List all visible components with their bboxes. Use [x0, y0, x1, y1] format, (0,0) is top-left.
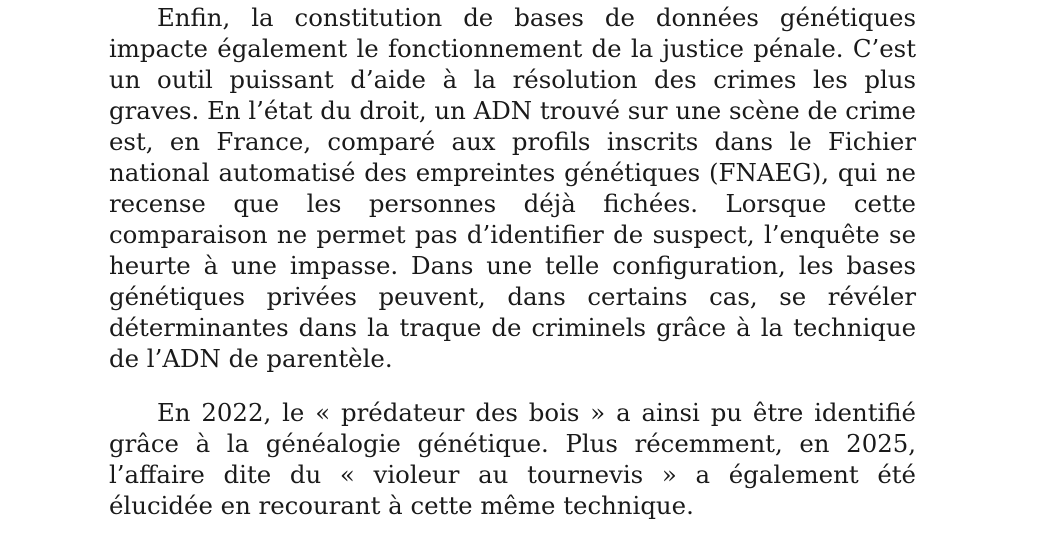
paragraph-1: Enfin, la constitution de bases de données génétiques impacte également le fonctionnement de la justice pénale. C’est un outil puissant d’aide à la résolution des crimes les plus graves. En l’état du droit, un ADN trouvé sur une scène de crime est, en France, comparé aux profils inscrits dans le Fichier national automatisé des empreintes génétiques (FNAEG), qui ne recense que les personnes déjà fichées. Lorsque cette comparaison ne permet pas d’identifier de suspect, l’enquête se heurte à une impasse. Dans une telle configuration, les bases génétiques privées peuvent, dans certains cas, se révéler déterminantes dans la traque de criminels grâce à la technique de l’ADN de parentèle.: [109, 3, 916, 373]
paragraph-2: En 2022, le « prédateur des bois » a ainsi pu être identifié grâce à la généalogie génétique. Plus récemment, en 2025, l’affaire dite du « violeur au tournevis » a également été élucidée en recourant à cette même technique.: [109, 398, 916, 520]
document-body: [109, 2, 916, 521]
